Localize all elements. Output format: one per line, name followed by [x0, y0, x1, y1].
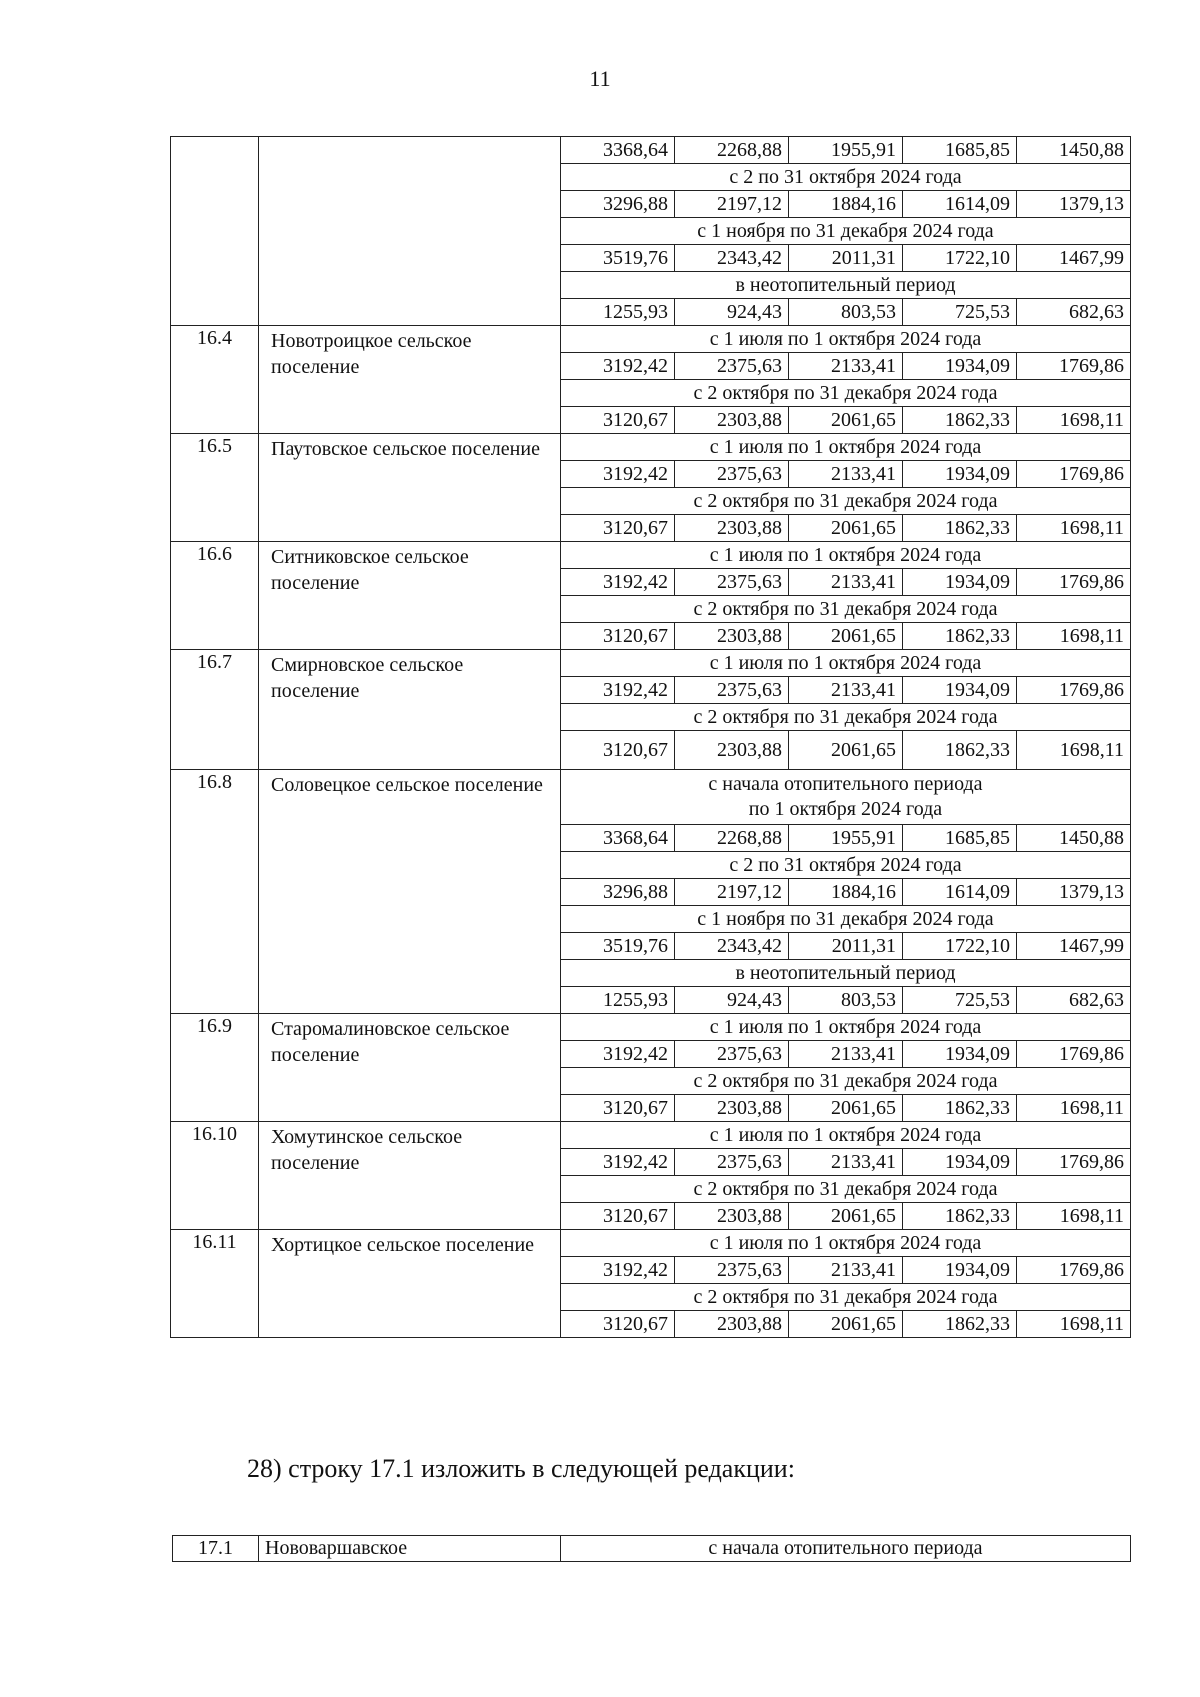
tariff-value: 1379,13	[1017, 879, 1131, 906]
row-id: 16.6	[171, 542, 259, 650]
tariff-value: 2011,31	[789, 245, 903, 272]
tariff-value: 3192,42	[561, 353, 675, 380]
tariff-value: 3519,76	[561, 245, 675, 272]
tariff-value: 2303,88	[675, 731, 789, 770]
row-name: Хортицкое сельское поселение	[259, 1230, 561, 1338]
tariff-value: 2061,65	[789, 1203, 903, 1230]
tariff-value: 1884,16	[789, 191, 903, 218]
period-label: с 1 ноября по 31 декабря 2024 года	[561, 218, 1131, 245]
tariff-value: 2375,63	[675, 1149, 789, 1176]
tariff-value: 3120,67	[561, 1203, 675, 1230]
tariff-value: 2303,88	[675, 1311, 789, 1338]
period-label	[561, 770, 1131, 825]
period-label: с 2 октября по 31 декабря 2024 года	[561, 380, 1131, 407]
period-label-line: по 1 октября 2024 года	[748, 798, 943, 820]
row-id: 16.7	[171, 650, 259, 770]
tariff-value: 2268,88	[675, 825, 789, 852]
tariff-value: 682,63	[1017, 987, 1131, 1014]
tariff-value: 1862,33	[903, 515, 1017, 542]
tariff-value: 1698,11	[1017, 1203, 1131, 1230]
tariff-value: 803,53	[789, 987, 903, 1014]
tariff-value: 1614,09	[903, 191, 1017, 218]
tariff-value: 725,53	[903, 299, 1017, 326]
row-name: Ситниковское сельское поселение	[259, 542, 561, 650]
tariff-value: 2133,41	[789, 677, 903, 704]
period-label: с 2 октября по 31 декабря 2024 года	[561, 1068, 1131, 1095]
period-label: с 2 октября по 31 декабря 2024 года	[561, 1176, 1131, 1203]
tariff-value: 1862,33	[903, 1311, 1017, 1338]
row-id: 17.1	[173, 1536, 259, 1562]
tariff-value: 3120,67	[561, 623, 675, 650]
tariff-value: 1722,10	[903, 245, 1017, 272]
tariff-value: 3120,67	[561, 515, 675, 542]
tariff-value: 3120,67	[561, 1095, 675, 1122]
tariff-value: 3296,88	[561, 191, 675, 218]
tariff-value: 3120,67	[561, 407, 675, 434]
tail-table	[172, 1535, 1131, 1562]
tariff-value: 1685,85	[903, 137, 1017, 164]
tariff-value: 1934,09	[903, 677, 1017, 704]
row-name: Хомутинское сельское поселение	[259, 1122, 561, 1230]
tariff-value: 1934,09	[903, 1257, 1017, 1284]
tariff-value: 1862,33	[903, 623, 1017, 650]
tariff-value: 2133,41	[789, 1257, 903, 1284]
tariff-value: 803,53	[789, 299, 903, 326]
tariff-value: 2268,88	[675, 137, 789, 164]
period-row	[171, 434, 1131, 461]
tariff-value: 2375,63	[675, 1257, 789, 1284]
tariff-value: 1769,86	[1017, 569, 1131, 596]
tariff-value: 2303,88	[675, 515, 789, 542]
period-label: с 2 по 31 октября 2024 года	[561, 164, 1131, 191]
tariff-value: 924,43	[675, 987, 789, 1014]
tariff-value: 3192,42	[561, 1041, 675, 1068]
tariff-value: 1862,33	[903, 407, 1017, 434]
period-row	[171, 542, 1131, 569]
tariff-value: 1769,86	[1017, 461, 1131, 488]
tariff-value: 1934,09	[903, 569, 1017, 596]
tariff-value: 2061,65	[789, 407, 903, 434]
period-row	[171, 1122, 1131, 1149]
tariff-value: 1769,86	[1017, 677, 1131, 704]
row-id: 16.9	[171, 1014, 259, 1122]
tariff-value: 1862,33	[903, 1095, 1017, 1122]
tariff-value: 1769,86	[1017, 1149, 1131, 1176]
tariff-value: 1467,99	[1017, 933, 1131, 960]
tariff-value: 2343,42	[675, 933, 789, 960]
row-name: Новотроицкое сельское поселение	[259, 326, 561, 434]
period-label: с начала отопительного периода	[561, 1536, 1131, 1562]
tariff-value: 2303,88	[675, 623, 789, 650]
tariff-value: 1884,16	[789, 879, 903, 906]
period-label: с 1 июля по 1 октября 2024 года	[561, 650, 1131, 677]
tariff-value: 2375,63	[675, 1041, 789, 1068]
tariff-value: 3120,67	[561, 1311, 675, 1338]
tariff-value: 1698,11	[1017, 1311, 1131, 1338]
tariff-value: 1698,11	[1017, 623, 1131, 650]
tariff-value: 2303,88	[675, 407, 789, 434]
tariff-value: 2061,65	[789, 515, 903, 542]
tariff-value: 3296,88	[561, 879, 675, 906]
tariff-table	[170, 136, 1131, 1338]
period-label-line: с начала отопительного периода	[708, 773, 983, 795]
tariff-value: 3192,42	[561, 569, 675, 596]
tariff-value: 2061,65	[789, 1311, 903, 1338]
tariff-value: 2197,12	[675, 879, 789, 906]
tariff-value: 1955,91	[789, 137, 903, 164]
tariff-value: 2375,63	[675, 353, 789, 380]
period-label: с 2 октября по 31 декабря 2024 года	[561, 488, 1131, 515]
tariff-value: 1862,33	[903, 731, 1017, 770]
row-name: Паутовское сельское поселение	[259, 434, 561, 542]
tariff-value: 1769,86	[1017, 1257, 1131, 1284]
tariff-value: 1450,88	[1017, 825, 1131, 852]
values-row	[171, 137, 1131, 164]
period-label: в неотопительный период	[561, 272, 1131, 299]
tariff-value: 1467,99	[1017, 245, 1131, 272]
tariff-value: 3120,67	[561, 731, 675, 770]
period-label: с 1 ноября по 31 декабря 2024 года	[561, 906, 1131, 933]
tariff-value: 1698,11	[1017, 515, 1131, 542]
period-label: с 1 июля по 1 октября 2024 года	[561, 326, 1131, 353]
period-label: с 1 июля по 1 октября 2024 года	[561, 1014, 1131, 1041]
tariff-value: 1769,86	[1017, 353, 1131, 380]
tariff-value: 3192,42	[561, 461, 675, 488]
period-label: с 1 июля по 1 октября 2024 года	[561, 434, 1131, 461]
period-label: с 2 октября по 31 декабря 2024 года	[561, 1284, 1131, 1311]
tariff-value: 1934,09	[903, 1149, 1017, 1176]
tariff-value: 2061,65	[789, 731, 903, 770]
tariff-value: 1255,93	[561, 299, 675, 326]
tariff-value: 2303,88	[675, 1095, 789, 1122]
period-row	[171, 650, 1131, 677]
period-row	[171, 1230, 1131, 1257]
tariff-value: 2061,65	[789, 1095, 903, 1122]
row-name	[259, 137, 561, 326]
page-number: 11	[589, 66, 611, 91]
tariff-value: 1255,93	[561, 987, 675, 1014]
tariff-value: 2133,41	[789, 1041, 903, 1068]
amendment-instruction: 28) строку 17.1 изложить в следующей редакции:	[247, 1454, 795, 1483]
tariff-value: 725,53	[903, 987, 1017, 1014]
tariff-value: 2375,63	[675, 461, 789, 488]
row-name: Смирновское сельское поселение	[259, 650, 561, 770]
tail-table-row	[173, 1536, 1131, 1562]
row-id: 16.4	[171, 326, 259, 434]
tariff-value: 1614,09	[903, 879, 1017, 906]
row-id: 16.5	[171, 434, 259, 542]
period-label: с 1 июля по 1 октября 2024 года	[561, 1122, 1131, 1149]
tariff-value: 924,43	[675, 299, 789, 326]
tariff-value: 1698,11	[1017, 407, 1131, 434]
row-name: Старомалиновское сельское поселение	[259, 1014, 561, 1122]
tariff-value: 2375,63	[675, 677, 789, 704]
tariff-value: 3192,42	[561, 677, 675, 704]
row-id: 16.8	[171, 770, 259, 1014]
tariff-value: 1450,88	[1017, 137, 1131, 164]
period-label: с 2 по 31 октября 2024 года	[561, 852, 1131, 879]
row-id	[171, 137, 259, 326]
row-name: Нововаршавское	[259, 1536, 561, 1562]
row-id: 16.11	[171, 1230, 259, 1338]
tariff-value: 1722,10	[903, 933, 1017, 960]
tariff-value: 2133,41	[789, 569, 903, 596]
tariff-value: 3368,64	[561, 825, 675, 852]
period-row	[171, 326, 1131, 353]
tariff-value: 2133,41	[789, 1149, 903, 1176]
tariff-value: 2011,31	[789, 933, 903, 960]
row-id: 16.10	[171, 1122, 259, 1230]
period-label: с 2 октября по 31 декабря 2024 года	[561, 596, 1131, 623]
tariff-value: 2343,42	[675, 245, 789, 272]
tariff-value: 1955,91	[789, 825, 903, 852]
period-label: с 1 июля по 1 октября 2024 года	[561, 1230, 1131, 1257]
tariff-value: 1379,13	[1017, 191, 1131, 218]
tariff-value: 3192,42	[561, 1257, 675, 1284]
tariff-value: 1698,11	[1017, 1095, 1131, 1122]
period-label: в неотопительный период	[561, 960, 1131, 987]
period-row	[171, 770, 1131, 825]
tariff-value: 2375,63	[675, 569, 789, 596]
tariff-value: 3192,42	[561, 1149, 675, 1176]
period-label: с 1 июля по 1 октября 2024 года	[561, 542, 1131, 569]
tariff-value: 1685,85	[903, 825, 1017, 852]
tariff-value: 1862,33	[903, 1203, 1017, 1230]
tariff-value: 1934,09	[903, 353, 1017, 380]
tariff-value: 1698,11	[1017, 731, 1131, 770]
tariff-value: 2133,41	[789, 353, 903, 380]
tariff-value: 2303,88	[675, 1203, 789, 1230]
tariff-value: 2197,12	[675, 191, 789, 218]
tariff-value: 1934,09	[903, 461, 1017, 488]
row-name: Соловецкое сельское поселение	[259, 770, 561, 1014]
tariff-value: 682,63	[1017, 299, 1131, 326]
tariff-value: 2133,41	[789, 461, 903, 488]
tariff-value: 1769,86	[1017, 1041, 1131, 1068]
tariff-value: 3519,76	[561, 933, 675, 960]
tariff-value: 3368,64	[561, 137, 675, 164]
tariff-value: 2061,65	[789, 623, 903, 650]
period-label: с 2 октября по 31 декабря 2024 года	[561, 704, 1131, 731]
tariff-value: 1934,09	[903, 1041, 1017, 1068]
period-row	[171, 1014, 1131, 1041]
